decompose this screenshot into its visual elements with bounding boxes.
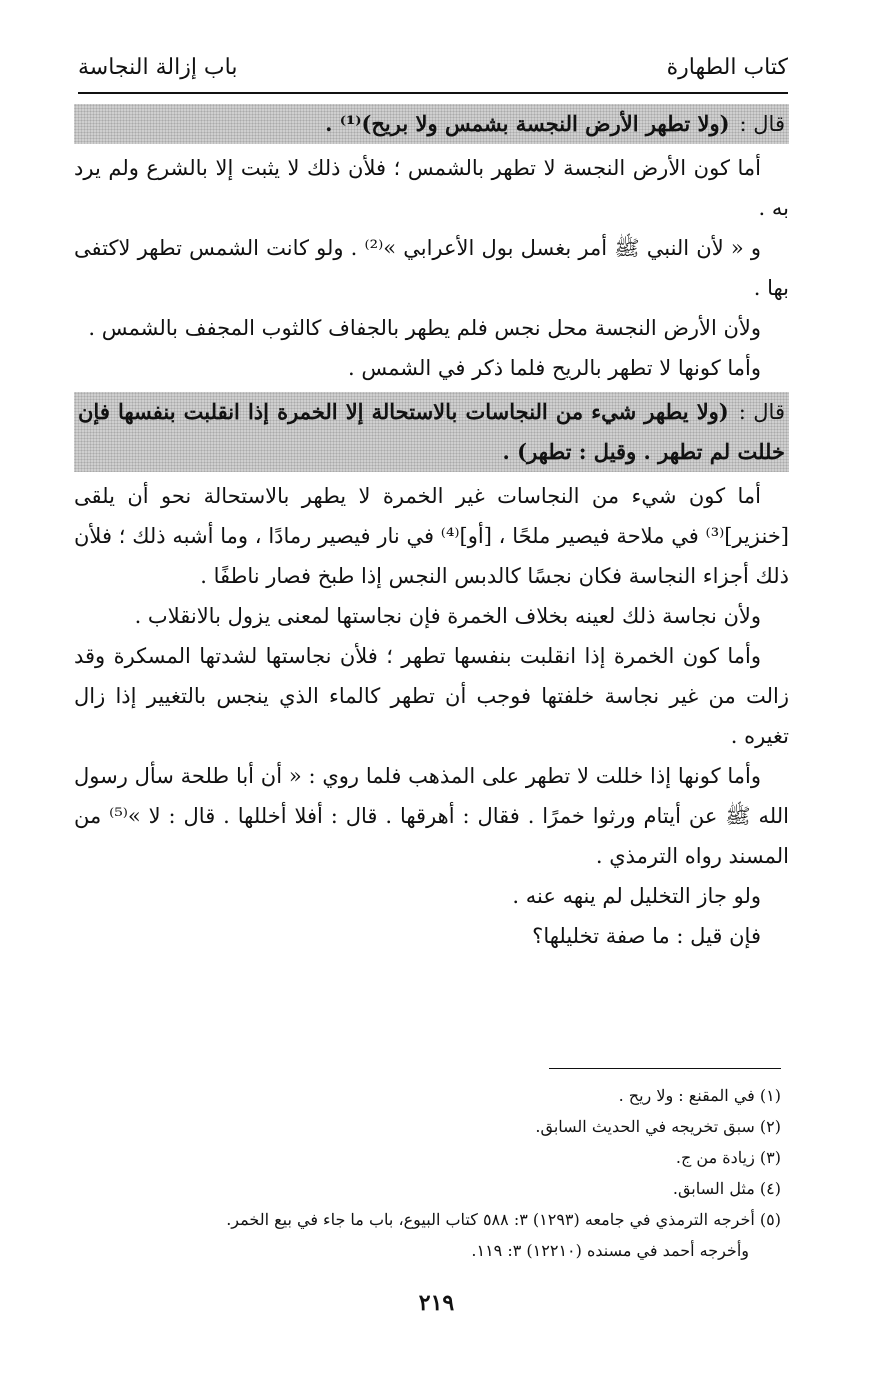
paragraph: و « لأن النبي ﷺ أمر بغسل بول الأعرابي »⁽²⁾ . ولو كانت الشمس تطهر لاكتفى بها . xyxy=(74,236,789,300)
header-divider xyxy=(78,92,788,94)
footnotes xyxy=(74,1080,781,1266)
footnote-divider xyxy=(549,1068,781,1069)
footnote: (٤) مثل السابق. xyxy=(672,1179,781,1198)
footnote: (٣) زيادة من ج. xyxy=(675,1148,781,1167)
paragraph: وأما كونها لا تطهر بالريح فلما ذكر في الشمس . xyxy=(348,356,761,380)
paragraph: فإن قيل : ما صفة تخليلها؟ xyxy=(532,924,761,948)
matn-quote-1 xyxy=(74,104,789,144)
paragraph: أما كون شيء من النجاسات غير الخمرة لا يطهر بالاستحالة نحو أن يلقى [خنزير]⁽³⁾ في ملاحة فيصير ملحًا ، [أو]⁽⁴⁾ في نار فيصير رمادًا ، وما أشبه ذلك ؛ فلأن ذلك أجزاء النجاسة فكان نجسًا كالدبس النجس إذا طبخ فصار ناطفًا . xyxy=(74,484,789,588)
paragraph: وأما كون الخمرة إذا انقلبت بنفسها تطهر ؛ فلأن نجاستها لشدتها المسكرة وقد زالت من غير نجاسة خلفتها فوجب أن تطهر كالماء الذي ينجس بالتغيير إذا زال تغيره . xyxy=(74,644,789,748)
chapter-title: باب إزالة النجاسة xyxy=(78,55,238,80)
page-number: ٢١٩ xyxy=(418,1290,455,1316)
quote-text: (ولا يطهر شيء من النجاسات بالاستحالة إلا الخمرة إذا انقلبت بنفسها فإن خللت لم تطهر . وقيل : تطهر) . xyxy=(78,399,785,464)
matn-quote-2 xyxy=(74,392,789,472)
quote-label: قال : xyxy=(738,400,785,424)
footnote-continuation: وأخرجه أحمد في مسنده (١٢٢١٠) ٣: ١١٩. xyxy=(471,1241,749,1260)
quote-label: قال : xyxy=(739,112,785,136)
paragraph: ولأن الأرض النجسة محل نجس فلم يطهر بالجفاف كالثوب المجفف بالشمس . xyxy=(88,316,761,340)
paragraph: وأما كونها إذا خللت لا تطهر على المذهب فلما روي : « أن أبا طلحة سأل رسول الله ﷺ عن أيتام ورثوا خمرًا . فقال : أهرقها . قال : أفلا أخللها . قال : لا »⁽⁵⁾ من المسند رواه الترمذي . xyxy=(74,764,789,868)
footnote: (١) في المقنع : ولا ريح . xyxy=(618,1086,781,1105)
footnote: (٥) أخرجه الترمذي في جامعه (١٢٩٣) ٣: ٥٨٨ كتاب البيوع، باب ما جاء في بيع الخمر. xyxy=(226,1210,781,1229)
paragraph: أما كون الأرض النجسة لا تطهر بالشمس ؛ فلأن ذلك لا يثبت إلا بالشرع ولم يرد به . xyxy=(74,156,789,220)
quote-text: (ولا تطهر الأرض النجسة بشمس ولا بريح)⁽¹⁾ . xyxy=(325,111,730,136)
paragraph: ولو جاز التخليل لم ينهه عنه . xyxy=(512,884,761,908)
main-text xyxy=(74,100,789,956)
footnote: (٢) سبق تخريجه في الحديث السابق. xyxy=(535,1117,781,1136)
running-header xyxy=(78,40,788,80)
book-title: كتاب الطهارة xyxy=(666,55,788,80)
paragraph: ولأن نجاسة ذلك لعينه بخلاف الخمرة فإن نجاستها لمعنى يزول بالانقلاب . xyxy=(134,604,761,628)
